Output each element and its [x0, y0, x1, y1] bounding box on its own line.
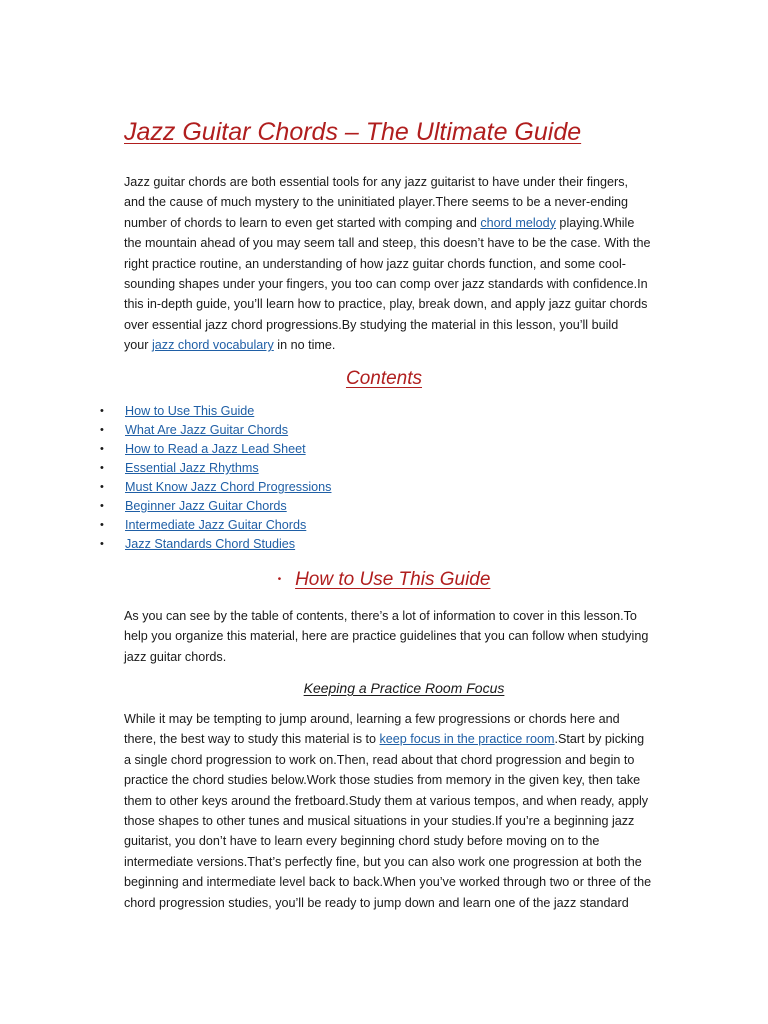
bullet-icon: •	[100, 538, 104, 550]
intro-line: Jazz guitar chords are both essential tools for any jazz guitarist to have under their fingers,	[124, 175, 629, 189]
practice-focus-paragraph	[124, 709, 684, 913]
bullet-icon: •	[100, 519, 104, 531]
toc-link-rhythms[interactable]: Essential Jazz Rhythms	[125, 461, 259, 475]
intro-line: sounding shapes under your fingers, you too can comp over jazz standards with confidence.In	[124, 277, 648, 292]
contents-heading: Contents	[345, 368, 423, 389]
intro-line: right practice routine, an understanding of how jazz guitar chords function, and some cool-	[124, 256, 626, 271]
paragraph-line: intermediate versions.That’s perfectly fine, but you can also work one progression at both the	[124, 854, 642, 869]
intro-line: number of chords to learn to even get started with comping and chord melody playing.While	[124, 215, 635, 230]
paragraph-line: beginning and intermediate level back to back.When you’ve worked through two or three of the	[124, 875, 652, 890]
toc-link-how-to-use[interactable]: How to Use This Guide	[125, 404, 255, 418]
intro-line: over essential jazz chord progressions.By studying the material in this lesson, you’ll build	[124, 317, 619, 332]
intro-line: the mountain ahead of you may seem tall and steep, this doesn’t have to be the case. With the	[124, 236, 651, 251]
toc-link-what-are-chords[interactable]: What Are Jazz Guitar Chords	[125, 423, 289, 437]
bullet-icon: •	[277, 574, 282, 586]
paragraph-line: there, the best way to study this material is to keep focus in the practice room.Start by picking	[124, 732, 645, 747]
paragraph-line: those shapes to other tunes and musical situations in your studies.If you’re a beginning jazz	[124, 814, 635, 829]
bullet-icon: •	[100, 481, 104, 493]
page-title: Jazz Guitar Chords – The Ultimate Guide	[124, 118, 582, 146]
intro-line: this in-depth guide, you’ll learn how to practice, play, break down, and apply jazz guitar chords	[124, 297, 648, 312]
toc-link-progressions[interactable]: Must Know Jazz Chord Progressions	[125, 480, 332, 494]
paragraph-line: guitarist, you don’t have to learn every beginning chord study before moving on to the	[124, 834, 600, 849]
keep-focus-link[interactable]: keep focus in the practice room	[379, 732, 555, 747]
bullet-icon: •	[100, 405, 104, 417]
bullet-icon: •	[100, 443, 104, 455]
bullet-icon: •	[100, 500, 104, 512]
paragraph-line: them to other keys around the fretboard.Study them at various tempos, and when ready, apply	[124, 793, 649, 808]
paragraph-line: a single chord progression to work on.Then, read about that chord progression and begin to	[124, 752, 635, 767]
bullet-icon: •	[100, 424, 104, 436]
intro-line: your jazz chord vocabulary in no time.	[124, 338, 336, 353]
section-heading-how-to-use: • How to Use This Guide	[277, 569, 491, 590]
paragraph-line: chord progression studies, you’ll be ready to jump down and learn one of the jazz standard	[124, 895, 629, 910]
paragraph-line: jazz guitar chords.	[124, 649, 227, 664]
jazz-chord-vocabulary-link[interactable]: jazz chord vocabulary	[152, 338, 274, 353]
paragraph-line: While it may be tempting to jump around, learning a few progressions or chords here and	[124, 712, 620, 726]
toc-link-intermediate-chords[interactable]: Intermediate Jazz Guitar Chords	[125, 518, 307, 532]
paragraph-line: help you organize this material, here are practice guidelines that you can follow when studying	[124, 629, 649, 644]
bullet-icon: •	[100, 462, 104, 474]
toc-link-standards-studies[interactable]: Jazz Standards Chord Studies	[125, 537, 296, 551]
paragraph-line: As you can see by the table of contents, there’s a lot of information to cover in this lesson.To	[124, 609, 637, 623]
subheading-practice-room-focus: Keeping a Practice Room Focus	[303, 680, 505, 696]
paragraph-line: practice the chord studies below.Work those studies from memory in the given key, then take	[124, 773, 641, 788]
intro-line: and the cause of much mystery to the uninitiated player.There seems to be a never-ending	[124, 195, 629, 210]
toc-link-lead-sheet[interactable]: How to Read a Jazz Lead Sheet	[125, 442, 306, 456]
toc-link-beginner-chords[interactable]: Beginner Jazz Guitar Chords	[125, 499, 287, 513]
how-to-use-paragraph	[124, 606, 684, 667]
chord-melody-link[interactable]: chord melody	[480, 215, 556, 230]
intro-paragraph	[124, 172, 684, 356]
